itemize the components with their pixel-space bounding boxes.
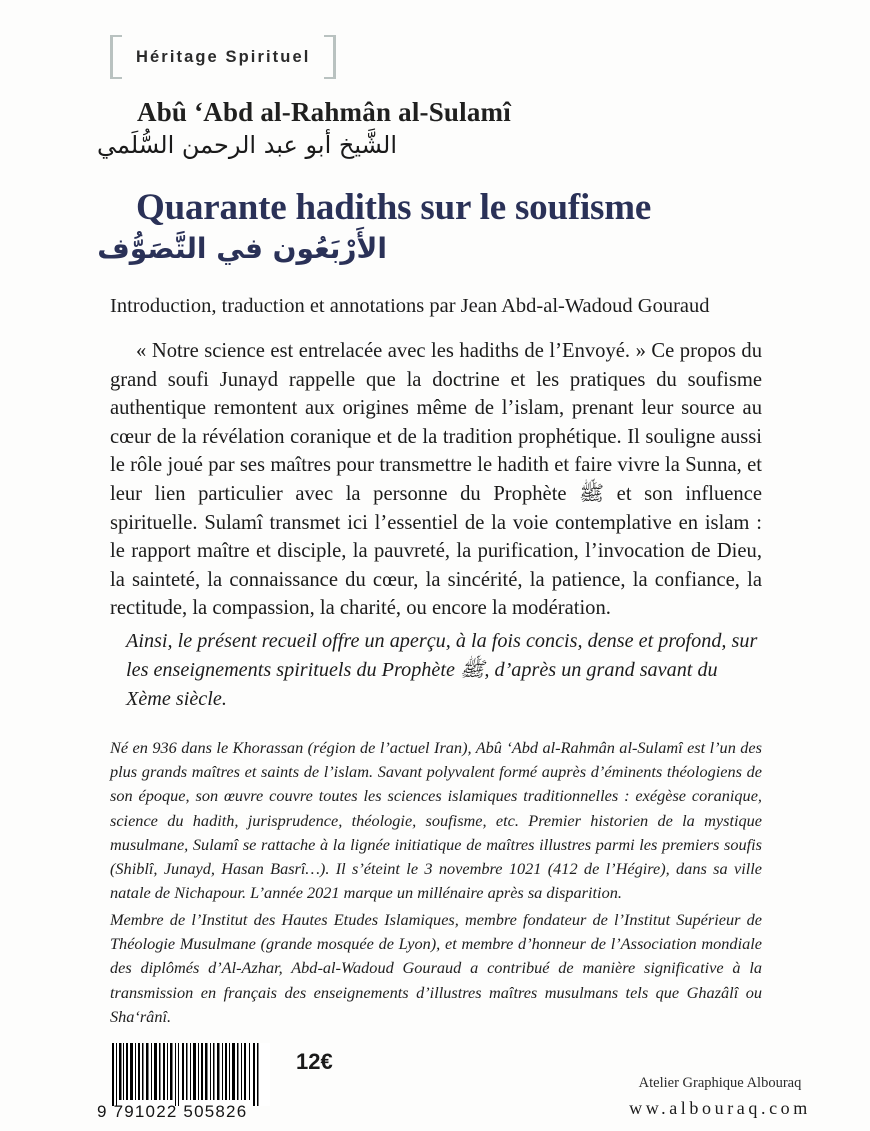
biography-paragraph-author: Né en 936 dans le Khorassan (région de l’actuel Iran), Abû ‘Abd al-Rahmân al-Sulamî est l’un des plus grands maîtres et saints de l’islam. Savant polyvalent formé auprès d’éminents théologiens de son époque, son œuvre couvre toutes les sciences islamiques traditionnelles : exégèse coranique, science du hadith, jurisprudence, théologie, soufisme, etc. Premier historien de la mystique musulmane, Sulamî se rattache à la lignée initiatique de maîtres illustres parmi les premiers soufis (Shiblî, Junayd, Hasan Basrî…). Il s’éteint le 3 novembre 1021 (412 de l’Hégire), dans sa ville natale de Nichapour. L’année 2021 marque un millénaire après sa disparition. xyxy=(110,738,762,903)
translator-credits: Introduction, traduction et annotations par Jean Abd-al-Wadoud Gouraud xyxy=(110,295,710,317)
book-title-arabic: الأَرْبَعُون في التَّصَوُّف xyxy=(97,232,387,265)
series-tag xyxy=(110,34,336,80)
price-label: 12€ xyxy=(296,1049,333,1074)
isbn-barcode xyxy=(110,1043,270,1106)
blurb-paragraph: « Notre science est entrelacée avec les hadiths de l’Envoyé. » Ce propos du grand soufi Junayd rappelle que la doctrine et les pratiques du soufisme authentique remontent aux origines même de l’islam, prenant leur source au cœur de la révélation coranique et de la tradition prophétique. Il souligne aussi le rôle joué par ses maîtres pour transmettre le hadith et faire vivre la Sunna, et leur lien particulier avec la personne du Prophète ﷺ et son influence spirituelle. Sulamî transmet ici l’essentiel de la voie contemplative en islam : le rapport maître et disciple, la pauvreté, la purification, l’invocation de Dieu, la sainteté, la connaissance du cœur, la sincérité, la patience, la confiance, la rectitude, la compassion, la charité, ou encore la modération. xyxy=(110,340,762,620)
book-title-latin: Quarante hadiths sur le soufisme xyxy=(136,187,652,228)
series-label: Héritage Spirituel xyxy=(136,47,311,66)
left-bracket-icon xyxy=(110,35,122,79)
publisher-website: ww.albouraq.com xyxy=(629,1098,811,1118)
right-bracket-icon xyxy=(324,35,336,79)
biography-paragraph-translator: Membre de l’Institut des Hautes Etudes Islamiques, membre fondateur de l’Institut Supérieur de Théologie Musulmane (grande mosquée de Lyon), et membre d’honneur de l’Association mondiale des diplômés d’Al-Azhar, Abd-al-Wadoud Gouraud a contribué de manière significative à la transmission en français des enseignements d’illustres maîtres musulmans tels que Ghazâlî ou Sha‘rânî. xyxy=(110,910,762,1026)
isbn-number: 9 791022 505826 xyxy=(97,1102,248,1121)
author-name-latin: Abû ‘Abd al-Rahmân al-Sulamî xyxy=(137,97,511,127)
author-name-arabic: الشَّيخ أبو عبد الرحمن السُّلَمي xyxy=(97,131,397,159)
blurb-italic-paragraph: Ainsi, le présent recueil offre un aperçu, à la fois concis, dense et profond, sur les enseignements spirituels du Prophète ﷺ, d’après un grand savant du Xème siècle. xyxy=(126,630,758,710)
imprint-label: Atelier Graphique Albouraq xyxy=(638,1075,802,1091)
